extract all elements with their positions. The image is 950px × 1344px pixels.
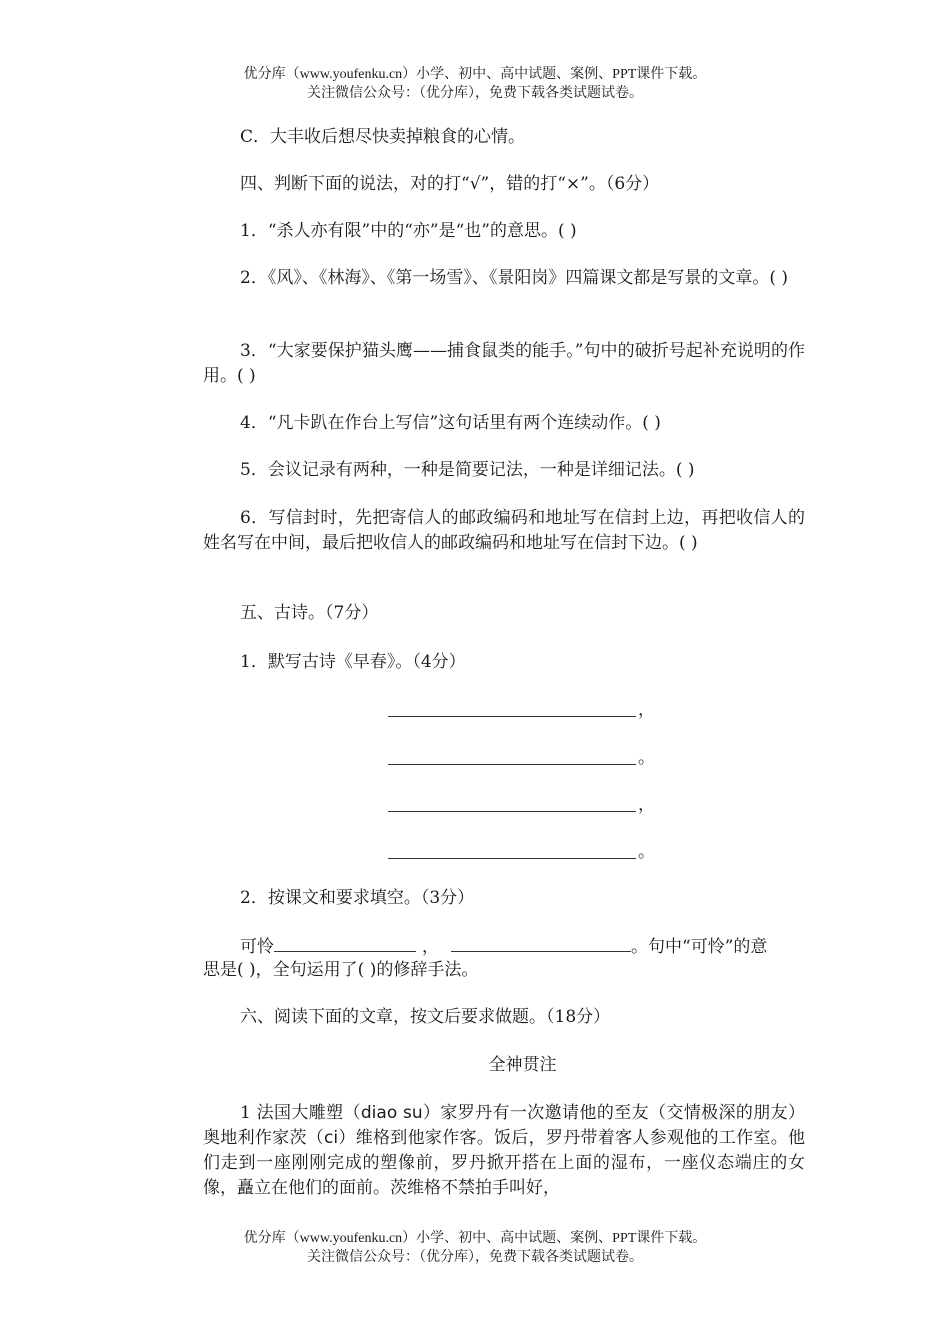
judge-question-6: 6．写信封时，先把寄信人的邮政编码和地址写在信封上边，再把收信人的姓名写在中间，最后把收信人的邮政编码和地址写在信封下边。( ) [203, 508, 805, 553]
poem-punct-4: 。 [638, 842, 655, 862]
section-5-title: 五、古诗。（7分） [240, 603, 379, 623]
judge-question-3: 3．“大家要保护猫头鹰——捕食鼠类的能手。”句中的破折号起补充说明的作用。( ) [203, 341, 805, 386]
option-c: C．大丰收后想尽快卖掉粮食的心情。 [240, 127, 526, 147]
judge-question-5: 5．会议记录有两种，一种是简要记法，一种是详细记法。( ) [240, 460, 695, 480]
article-title: 全神贯注 [488, 1055, 557, 1075]
poem-answer-blank-4[interactable] [388, 858, 636, 859]
paragraph-1-middle: ）家罗丹有一次邀请他的至友（交情极深的朋友）奥地利作家茨（ [203, 1103, 805, 1148]
footer-line-2: 关注微信公众号：（优分库），免费下载各类试题试卷。 [307, 1250, 643, 1265]
judge-question-4: 4．“凡卡趴在作台上写信”这句话里有两个连续动作。( ) [240, 413, 661, 433]
poem-answer-blank-3[interactable] [388, 811, 636, 812]
paragraph-1-end: ）维格到他家作客。饭后，罗丹带着客人参观他的工作室。他们走到一座刚刚完成的塑像前，罗丹掀开搭在上面的湿布，一座仪态端庄的女像，矗立在他们的面前。茨维格不禁拍手叫好， [203, 1128, 806, 1198]
section-6-title: 六、阅读下面的文章，按文后要求做题。（18分） [240, 1007, 611, 1027]
pinyin-diao-su: diao su [360, 1103, 423, 1123]
section-4-title: 四、判断下面的说法，对的打“√”，错的打“×”。（6分） [240, 174, 660, 194]
article-paragraph-1 [203, 1101, 805, 1201]
poem-punct-3: ， [638, 795, 655, 815]
fill-blank-2[interactable] [451, 933, 631, 952]
fill-in-end: 。句中“可怜”的意 [631, 937, 768, 957]
judge-question-1: 1．“杀人亦有限”中的“亦”是“也”的意思。( ) [240, 221, 577, 241]
fill-in-line-2: 思是( )，全句运用了( )的修辞手法。 [203, 960, 479, 980]
poem-punct-1: ， [638, 700, 655, 720]
header-line-2: 关注微信公众号：（优分库），免费下载各类试题试卷。 [307, 86, 643, 101]
header-line-1: 优分库（www.youfenku.cn）小学、初中、高中试题、案例、PPT课件下载。 [243, 67, 707, 82]
fill-blank-1[interactable] [274, 933, 416, 952]
fill-in-line [240, 933, 842, 960]
poem-answer-blank-1[interactable] [388, 716, 636, 717]
pinyin-ci: ci [324, 1128, 339, 1148]
poem-answer-blank-2[interactable] [388, 764, 636, 765]
fill-in-comma: ， [422, 937, 439, 957]
poem-punct-2: 。 [638, 748, 655, 768]
paragraph-1-start: 1 法国大雕塑（ [240, 1103, 361, 1123]
footer-line-1: 优分库（www.youfenku.cn）小学、初中、高中试题、案例、PPT课件下载。 [243, 1231, 707, 1246]
judge-question-2: 2．《风》、《林海》、《第一场雪》、《景阳岗》四篇课文都是写景的文章。( ) [240, 268, 788, 288]
poem-question-1: 1．默写古诗《早春》。（4分） [240, 652, 466, 672]
fill-in-start: 可怜 [240, 937, 274, 957]
poem-question-2: 2．按课文和要求填空。（3分） [240, 888, 475, 908]
